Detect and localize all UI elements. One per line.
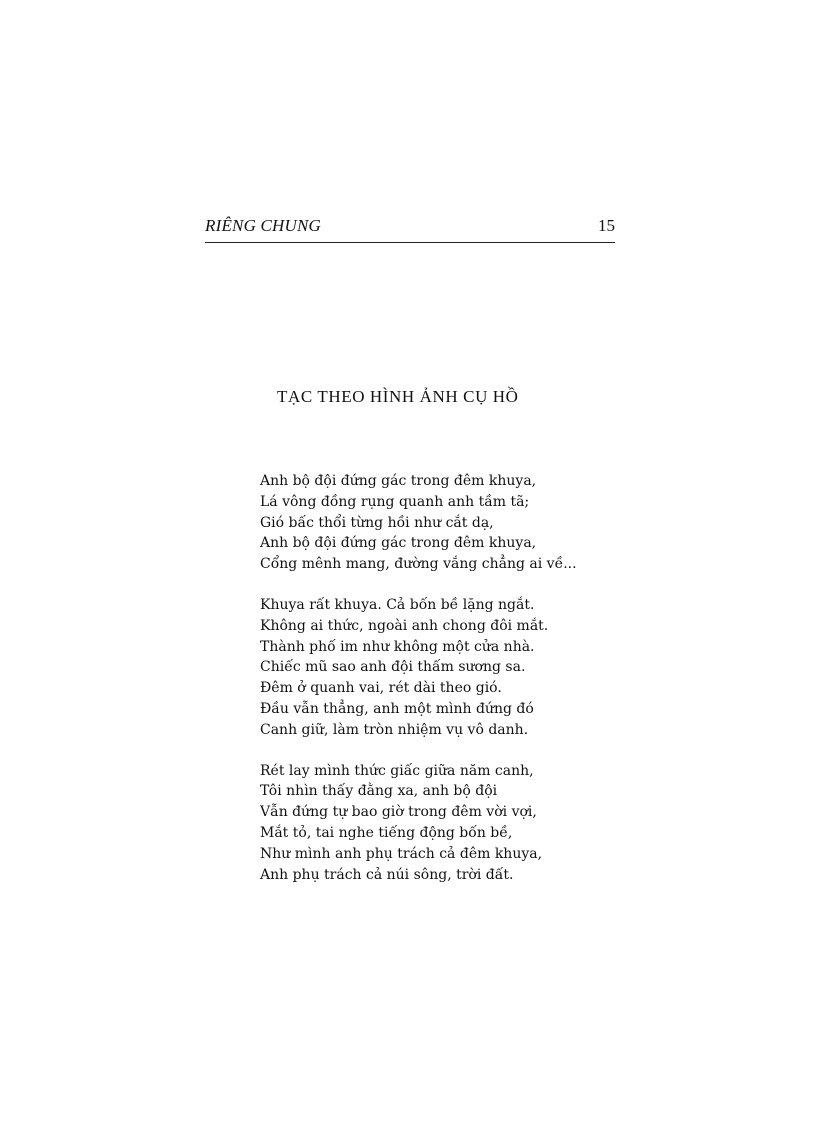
poem-line: Đêm ở quanh vai, rét dài theo gió. xyxy=(260,680,502,697)
stanza-3 xyxy=(260,761,620,886)
stanza-1 xyxy=(260,471,620,575)
poem-line: Khuya rất khuya. Cả bốn bề lặng ngắt. xyxy=(260,596,535,613)
poem-line: Đầu vẫn thẳng, anh một mình đứng đó xyxy=(260,700,534,717)
running-header xyxy=(205,216,615,243)
poem-line: Tôi nhìn thấy đằng xa, anh bộ đội xyxy=(260,783,498,800)
poem-line: Lá vông đồng rụng quanh anh tầm tã; xyxy=(260,493,530,510)
poem-line: Gió bấc thổi từng hồi như cắt dạ, xyxy=(260,514,494,531)
poem-line: Mắt tỏ, tai nghe tiếng động bốn bề, xyxy=(260,824,513,841)
poem-title: TẠC THEO HÌNH ẢNH CỤ HỒ xyxy=(277,387,519,406)
poem-line: Vẫn đứng tự bao giờ trong đêm vời vợi, xyxy=(260,804,537,821)
poem-line: Canh giữ, làm tròn nhiệm vụ vô danh. xyxy=(260,721,529,738)
poem-line: Thành phố im như không một cửa nhà. xyxy=(260,638,535,655)
poem-line: Cổng mênh mang, đường vắng chẳng ai về... xyxy=(260,556,577,573)
poem-line: Như mình anh phụ trách cả đêm khuya, xyxy=(260,845,543,862)
poem-line: Không ai thức, ngoài anh chong đôi mắt. xyxy=(260,617,549,634)
poem-line: Anh bộ đội đứng gác trong đêm khuya, xyxy=(260,535,537,552)
poem-body xyxy=(260,471,620,905)
poem-line: Chiếc mũ sao anh đội thấm sương sa. xyxy=(260,659,526,676)
poem-line: Anh bộ đội đứng gác trong đêm khuya, xyxy=(260,473,537,489)
poem-line: Anh phụ trách cả núi sông, trời đất. xyxy=(260,866,514,883)
poem-line: Rét lay mình thức giấc giữa năm canh, xyxy=(260,762,534,779)
page-number: 15 xyxy=(598,216,615,235)
running-title: RIÊNG CHUNG xyxy=(205,216,322,235)
stanza-2 xyxy=(260,595,620,741)
